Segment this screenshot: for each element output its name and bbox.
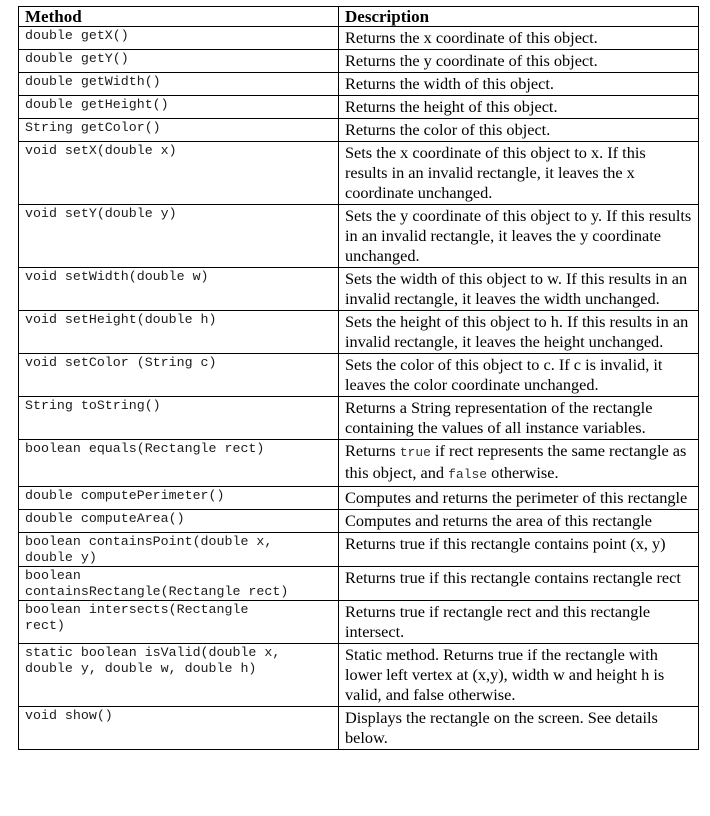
description-cell: Sets the color of this object to c. If c is invalid, it leaves the color coordinate unchanged. bbox=[339, 354, 699, 397]
table-header-row bbox=[19, 7, 699, 27]
table-row bbox=[19, 510, 699, 533]
description-cell: Static method. Returns true if the rectangle with lower left vertex at (x,y), width w and height h is valid, and false otherwise. bbox=[339, 644, 699, 707]
method-cell: void setX(double x) bbox=[19, 142, 339, 205]
description-cell: Returns the height of this object. bbox=[339, 96, 699, 119]
description-cell: Computes and returns the perimeter of this rectangle bbox=[339, 487, 699, 510]
table-row bbox=[19, 73, 699, 96]
method-table bbox=[18, 6, 699, 750]
method-cell: static boolean isValid(double x, double y, double w, double h) bbox=[19, 644, 339, 707]
description-cell bbox=[339, 440, 699, 487]
table-row bbox=[19, 487, 699, 510]
table-row bbox=[19, 601, 699, 644]
table-row bbox=[19, 268, 699, 311]
description-text: otherwise. bbox=[487, 463, 559, 482]
description-cell: Returns true if this rectangle contains rectangle rect bbox=[339, 567, 699, 601]
method-cell: void show() bbox=[19, 707, 339, 750]
method-cell: double computeArea() bbox=[19, 510, 339, 533]
header-description: Description bbox=[339, 7, 699, 27]
table-row bbox=[19, 205, 699, 268]
method-cell: void setColor (String c) bbox=[19, 354, 339, 397]
description-cell: Returns a String representation of the rectangle containing the values of all instance variables. bbox=[339, 397, 699, 440]
description-cell: Sets the width of this object to w. If this results in an invalid rectangle, it leaves the width unchanged. bbox=[339, 268, 699, 311]
method-cell: void setWidth(double w) bbox=[19, 268, 339, 311]
method-cell: boolean containsPoint(double x, double y) bbox=[19, 533, 339, 567]
method-cell: double getX() bbox=[19, 27, 339, 50]
method-cell: boolean containsRectangle(Rectangle rect) bbox=[19, 567, 339, 601]
description-cell: Sets the height of this object to h. If this results in an invalid rectangle, it leaves the height unchanged. bbox=[339, 311, 699, 354]
description-cell: Returns the y coordinate of this object. bbox=[339, 50, 699, 73]
description-cell: Returns the color of this object. bbox=[339, 119, 699, 142]
description-cell: Sets the x coordinate of this object to x. If this results in an invalid rectangle, it leaves the x coordinate unchanged. bbox=[339, 142, 699, 205]
description-cell: Sets the y coordinate of this object to y. If this results in an invalid rectangle, it leaves the y coordinate unchanged. bbox=[339, 205, 699, 268]
table-row bbox=[19, 96, 699, 119]
table-row bbox=[19, 440, 699, 487]
description-text: if rect represents the same rectangle as this object, and bbox=[345, 441, 687, 482]
description-cell: Returns the width of this object. bbox=[339, 73, 699, 96]
table-row bbox=[19, 567, 699, 601]
table-row bbox=[19, 50, 699, 73]
description-cell: Returns the x coordinate of this object. bbox=[339, 27, 699, 50]
method-cell: boolean intersects(Rectangle rect) bbox=[19, 601, 339, 644]
method-cell: double getY() bbox=[19, 50, 339, 73]
method-cell: String toString() bbox=[19, 397, 339, 440]
header-method: Method bbox=[19, 7, 339, 27]
description-cell: Returns true if this rectangle contains point (x, y) bbox=[339, 533, 699, 567]
method-cell: String getColor() bbox=[19, 119, 339, 142]
method-cell: boolean equals(Rectangle rect) bbox=[19, 440, 339, 487]
description-text: Returns bbox=[345, 441, 400, 460]
table-row bbox=[19, 533, 699, 567]
method-cell: void setY(double y) bbox=[19, 205, 339, 268]
description-cell: Displays the rectangle on the screen. See details below. bbox=[339, 707, 699, 750]
method-cell: void setHeight(double h) bbox=[19, 311, 339, 354]
code-keyword-false: false bbox=[448, 467, 488, 482]
table-row bbox=[19, 27, 699, 50]
description-cell: Returns true if rectangle rect and this rectangle intersect. bbox=[339, 601, 699, 644]
code-keyword-true: true bbox=[399, 445, 431, 460]
description-cell: Computes and returns the area of this rectangle bbox=[339, 510, 699, 533]
table-row bbox=[19, 397, 699, 440]
method-cell: double computePerimeter() bbox=[19, 487, 339, 510]
table-row bbox=[19, 311, 699, 354]
method-cell: double getHeight() bbox=[19, 96, 339, 119]
table-row bbox=[19, 119, 699, 142]
method-table-container bbox=[18, 6, 698, 750]
table-row bbox=[19, 707, 699, 750]
method-cell: double getWidth() bbox=[19, 73, 339, 96]
table-row bbox=[19, 142, 699, 205]
table-row bbox=[19, 354, 699, 397]
table-row bbox=[19, 644, 699, 707]
